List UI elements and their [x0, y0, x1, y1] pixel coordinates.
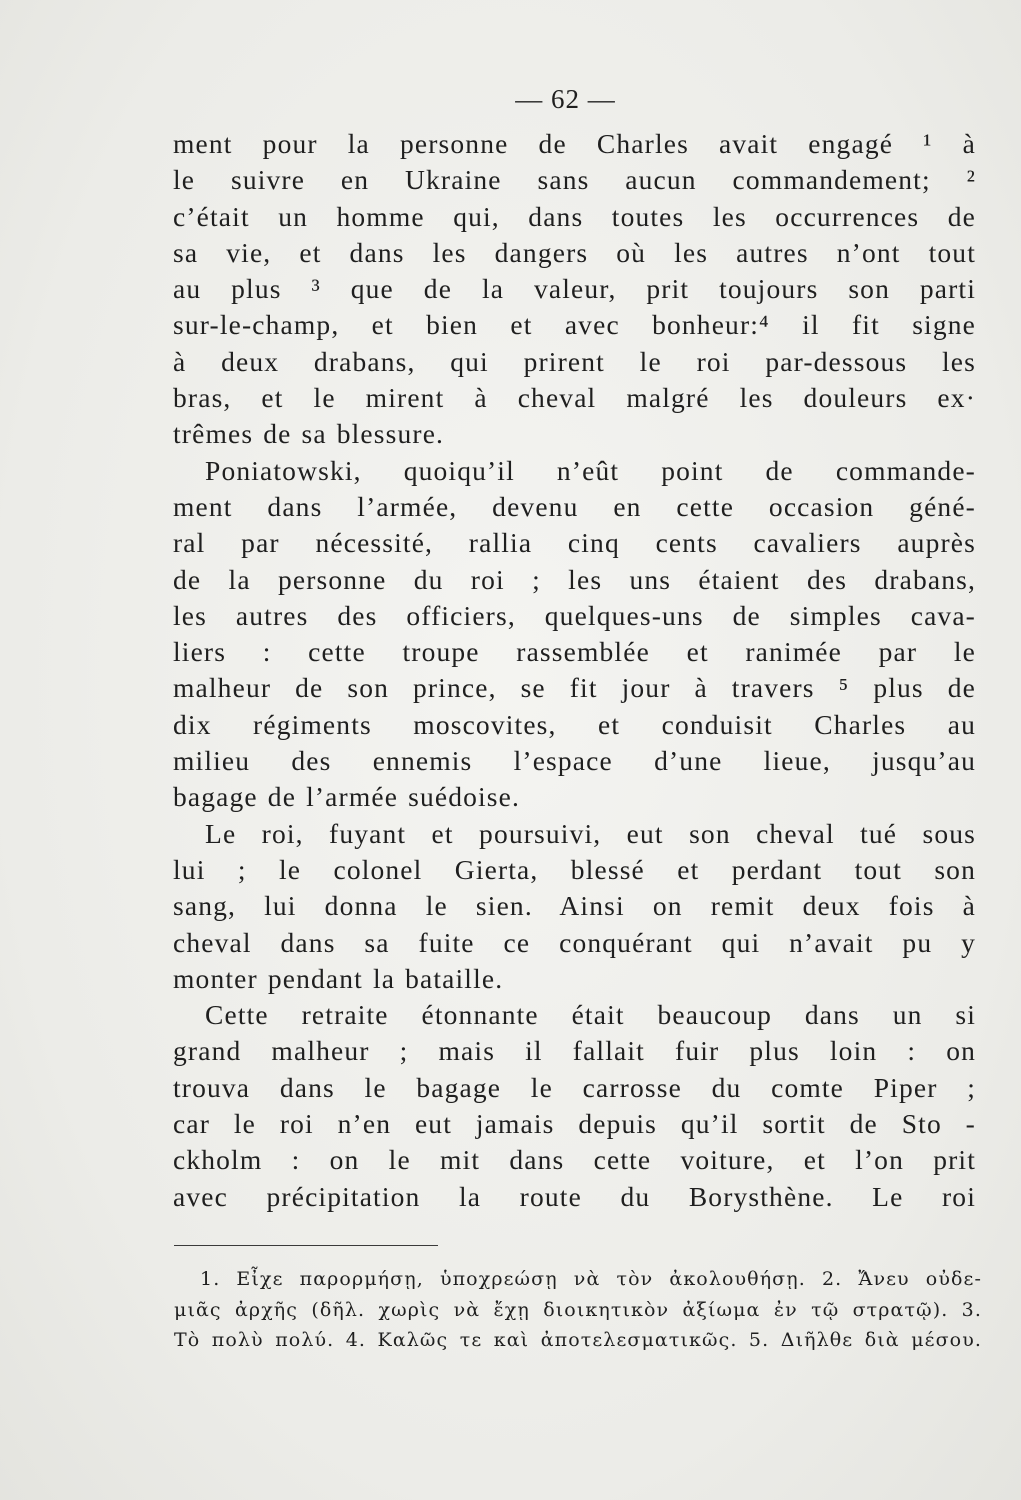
text-line: bagage de l’armée suédoise. [173, 781, 521, 813]
text-line: ral par nécessité, rallia cinq cents cavaliers auprès [173, 527, 976, 559]
text-line: cheval dans sa fuite ce conquérant qui n’avait pu y [173, 926, 976, 958]
text-line: le suivre en Ukraine sans aucun commandement; ² [173, 164, 976, 196]
text-line: avec précipitation la route du Borysthène. Le roi [173, 1180, 976, 1212]
text-line: sa vie, et dans les dangers où les autres n’ont tout [173, 236, 976, 268]
text-line: car le roi n’en eut jamais depuis qu’il sortit de Sto - [173, 1108, 976, 1140]
body-text [173, 126, 976, 1215]
text-line: liers : cette troupe rassemblée et ranimée par le [173, 636, 976, 668]
page-number: — 62 — [515, 84, 616, 114]
text-line: ckholm : on le mit dans cette voiture, et l’on prit [173, 1144, 976, 1176]
footnote-divider [174, 1245, 438, 1246]
text-line: au plus ³ que de la valeur, prit toujours son parti [173, 273, 976, 305]
text-line: c’était un homme qui, dans toutes les occurrences de [173, 200, 976, 232]
text-line: sur-le-champ, et bien et avec bonheur:⁴ il fit signe [173, 309, 976, 341]
paragraph-start-line: Cette retraite étonnante était beaucoup dans un si [205, 999, 976, 1031]
footnote-line: μιᾶς ἀρχῆς (δῆλ. χωρὶς νὰ ἔχῃ διοικητικὸν ἀξίωμα ἐν τῷ στρατῷ). 3. [174, 1298, 982, 1321]
text-line: à deux drabans, qui prirent le roi par-dessous les [173, 345, 976, 377]
text-line: les autres des officiers, quelques-uns de simples cava- [173, 599, 976, 631]
text-line: ment dans l’armée, devenu en cette occasion géné- [173, 490, 976, 522]
text-line: trêmes de sa blessure. [173, 418, 445, 450]
text-line: lui ; le colonel Gierta, blessé et perdant tout son [173, 853, 976, 885]
text-line: dix régiments moscovites, et conduisit Charles au [173, 708, 976, 740]
text-line: milieu des ennemis l’espace d’une lieue, jusqu’au [173, 745, 976, 777]
text-line: de la personne du roi ; les uns étaient des drabans, [173, 563, 976, 595]
text-line: grand malheur ; mais il fallait fuir plus loin : on [173, 1035, 976, 1067]
text-line: monter pendant la bataille. [173, 962, 504, 994]
text-line: sang, lui donna le sien. Ainsi on remit deux fois à [173, 890, 976, 922]
text-line: malheur de son prince, se fit jour à travers ⁵ plus de [173, 672, 976, 704]
text-line: trouva dans le bagage le carrosse du comte Piper ; [173, 1071, 976, 1103]
paragraph-start-line: Poniatowski, quoiqu’il n’eût point de commande- [205, 454, 976, 486]
footnote-line: Τὸ πολὺ πολύ. 4. Καλῶς τε καὶ ἀποτελεσματικῶς. 5. Διῆλθε διὰ μέσου. [174, 1329, 982, 1351]
paragraph-start-line: Le roi, fuyant et poursuivi, eut son cheval tué sous [205, 817, 976, 849]
text-line: bras, et le mirent à cheval malgré les douleurs ex· [173, 382, 976, 414]
footnotes [174, 1264, 982, 1356]
footnote-line: 1. Εἶχε παρορμήσῃ, ὑποχρεώσῃ νὰ τὸν ἀκολουθήσῃ. 2. Ἄνευ οὐδε- [200, 1268, 982, 1290]
text-line: ment pour la personne de Charles avait engagé ¹ à [173, 128, 976, 159]
